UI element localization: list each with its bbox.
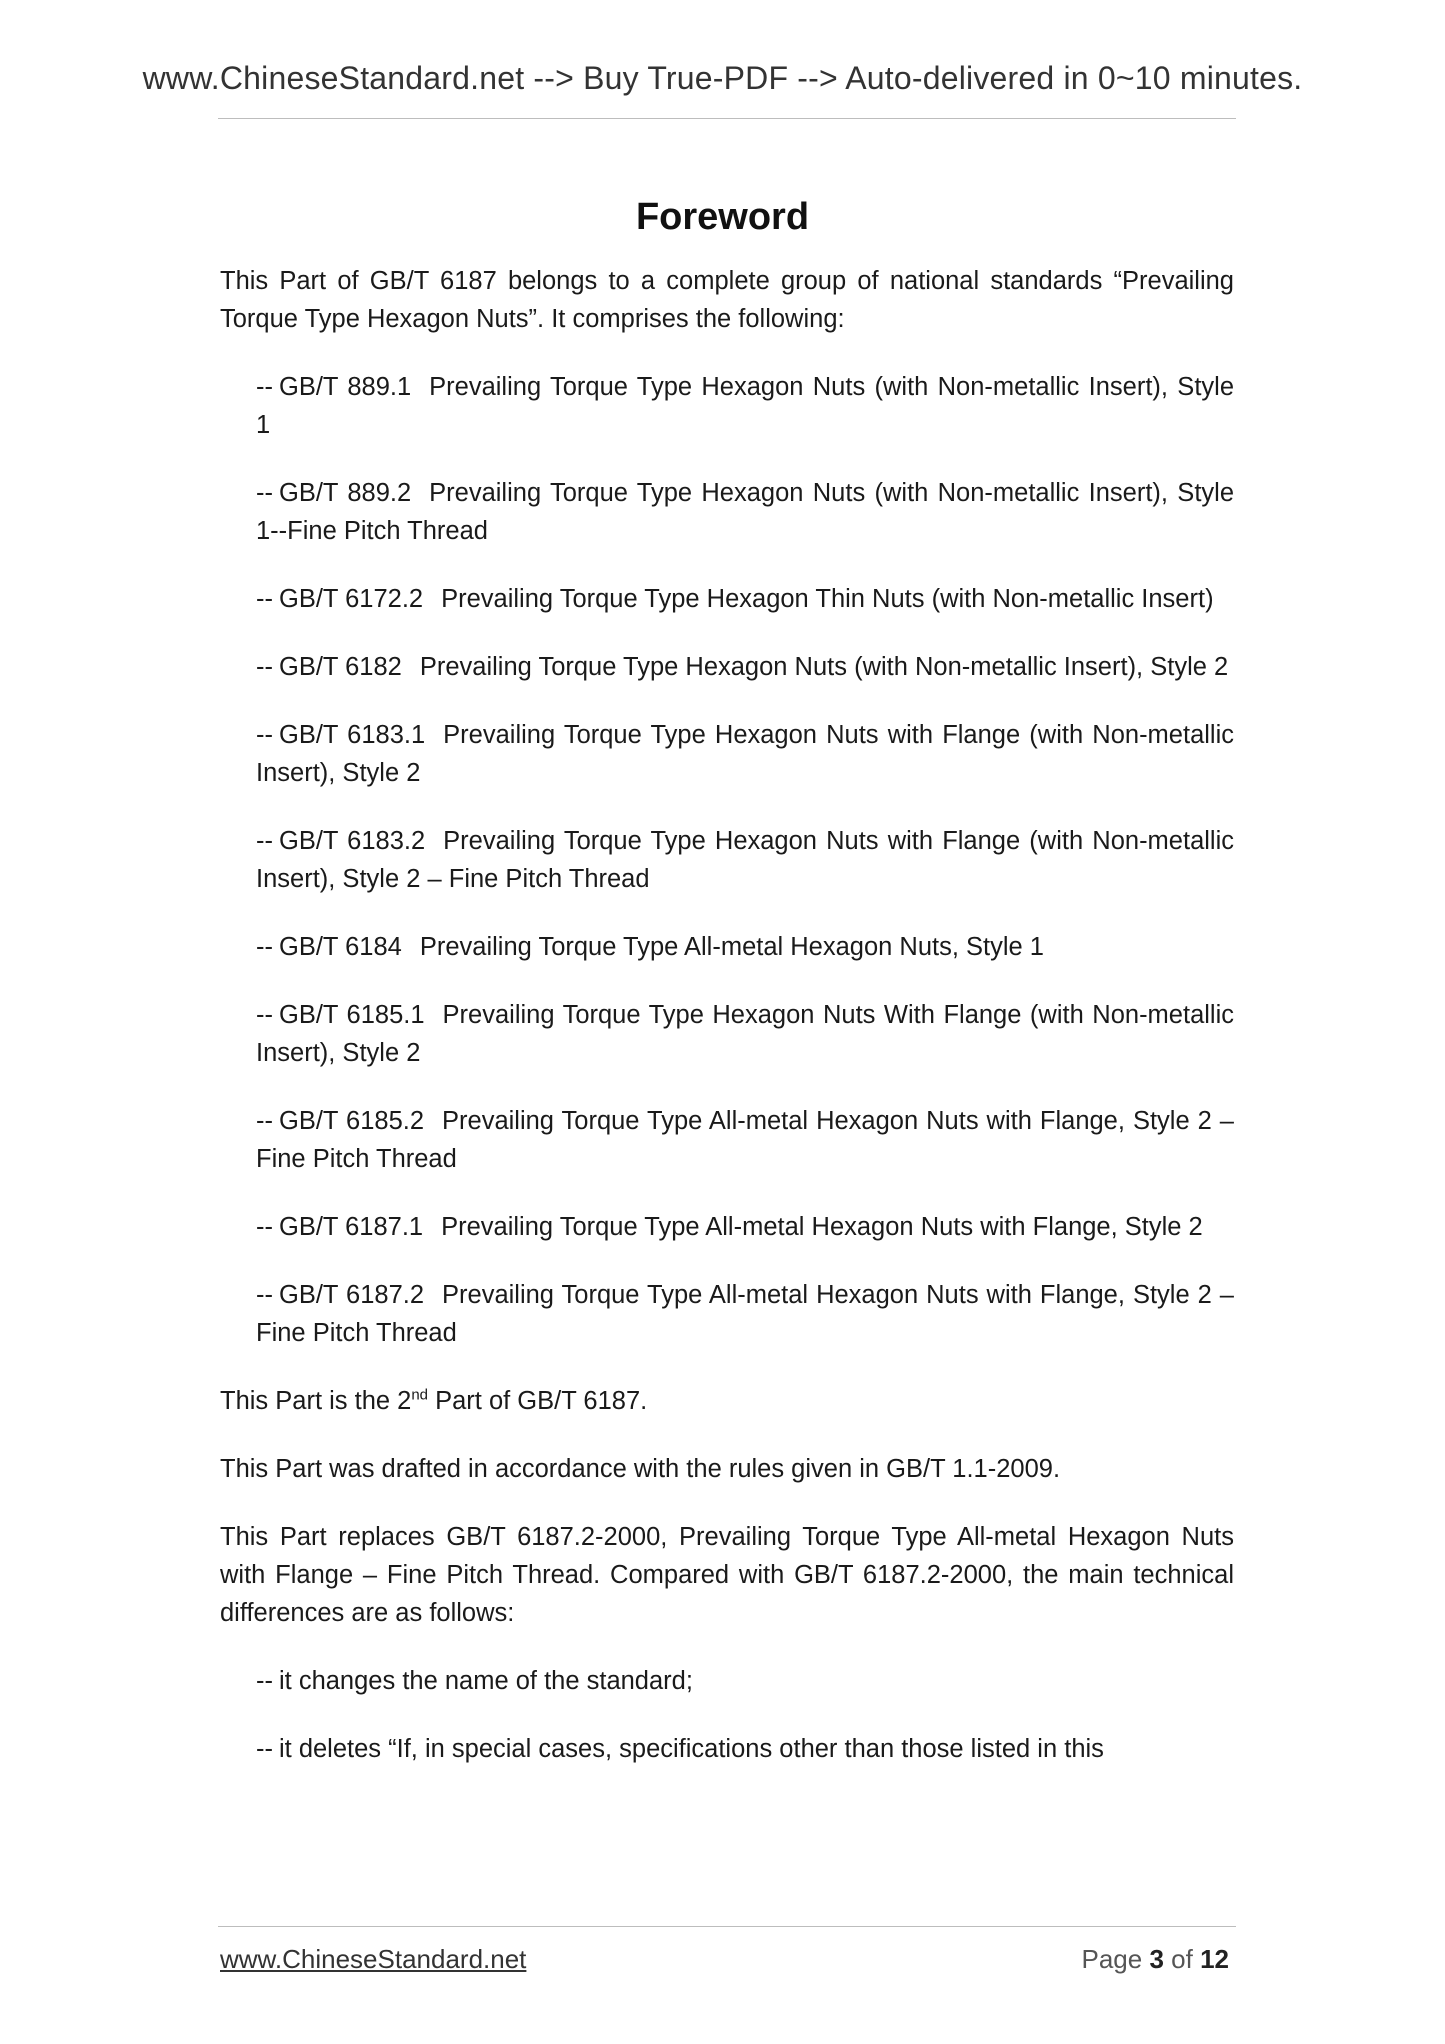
difference-item <box>220 1730 1234 1768</box>
standard-list-item <box>220 580 1234 618</box>
standard-title: Prevailing Torque Type Hexagon Nuts (with Non-metallic Insert), Style 1 <box>256 373 1234 439</box>
list-dash: -- <box>256 827 273 855</box>
difference-item <box>220 1662 1234 1700</box>
page-current: 3 <box>1149 1944 1164 1974</box>
drafted-statement: This Part was drafted in accordance with the rules given in GB/T 1.1-2009. <box>220 1455 1061 1483</box>
standard-list-item <box>220 368 1234 444</box>
footer-site-link[interactable]: www.ChineseStandard.net <box>220 1944 527 1974</box>
difference-text: it deletes “If, in special cases, specifications other than those listed in this <box>278 1735 1104 1763</box>
standard-code: GB/T 6172.2 <box>278 585 424 613</box>
standard-code: GB/T 6182 <box>278 653 402 681</box>
standard-list-item <box>220 648 1234 686</box>
standard-code: GB/T 6185.1 <box>278 1001 425 1029</box>
standard-code: GB/T 6183.2 <box>278 827 426 855</box>
list-dash: -- <box>256 1281 273 1309</box>
standard-title: Prevailing Torque Type Hexagon Nuts (with Non-metallic Insert), Style 2 <box>419 653 1229 681</box>
differences-list <box>220 1662 1234 1768</box>
standard-title: Prevailing Torque Type All-metal Hexagon Nuts with Flange, Style 2 <box>441 1213 1203 1241</box>
list-dash: -- <box>256 1735 273 1763</box>
standard-title: Prevailing Torque Type All-metal Hexagon Nuts, Style 1 <box>419 933 1044 961</box>
part-statement <box>220 1382 1234 1420</box>
replaces-statement: This Part replaces GB/T 6187.2-2000, Prevailing Torque Type All-metal Hexagon Nuts with Flange – Fine Pitch Thread. Compared with GB/T 6187.2-2000, the main technical differences are as follows: <box>220 1523 1234 1627</box>
standard-code: GB/T 6187.1 <box>278 1213 424 1241</box>
standard-code: GB/T 6187.2 <box>278 1281 425 1309</box>
standard-title: Prevailing Torque Type Hexagon Nuts with Flange (with Non-metallic Insert), Style 2 – Fine Pitch Thread <box>256 827 1234 893</box>
standard-list-item <box>220 474 1234 550</box>
standard-code: GB/T 889.1 <box>278 373 412 401</box>
standard-code: GB/T 6185.2 <box>278 1107 425 1135</box>
difference-text: it changes the name of the standard; <box>278 1667 693 1695</box>
standard-title: Prevailing Torque Type Hexagon Nuts (with Non-metallic Insert), Style 1--Fine Pitch Thread <box>256 479 1234 545</box>
part-statement-sup: nd <box>411 1386 429 1404</box>
header-banner[interactable]: www.ChineseStandard.net --> Buy True-PDF --> Auto-delivered in 0~10 minutes. <box>142 60 1303 96</box>
standard-title: Prevailing Torque Type All-metal Hexagon Nuts with Flange, Style 2 – Fine Pitch Thread <box>256 1107 1234 1173</box>
standards-list <box>220 368 1234 1352</box>
list-dash: -- <box>256 1213 273 1241</box>
list-dash: -- <box>256 1001 273 1029</box>
standard-title: Prevailing Torque Type Hexagon Thin Nuts (with Non-metallic Insert) <box>441 585 1214 613</box>
footer-divider <box>218 1926 1236 1927</box>
list-dash: -- <box>256 585 273 613</box>
page-label: Page <box>1081 1944 1143 1974</box>
page-indicator <box>1081 1942 1229 1976</box>
standard-code: GB/T 6183.1 <box>278 721 426 749</box>
foreword-body <box>220 262 1234 1798</box>
list-dash: -- <box>256 653 273 681</box>
standard-list-item <box>220 1208 1234 1246</box>
part-statement-before: This Part is the 2 <box>220 1387 412 1415</box>
intro-paragraph: This Part of GB/T 6187 belongs to a complete group of national standards “Prevailing Torque Type Hexagon Nuts”. It comprises the following: <box>220 267 1234 333</box>
list-dash: -- <box>256 721 273 749</box>
standard-list-item <box>220 928 1234 966</box>
standard-code: GB/T 889.2 <box>278 479 412 507</box>
standard-code: GB/T 6184 <box>278 933 402 961</box>
standard-list-item <box>220 716 1234 792</box>
part-statement-after: Part of GB/T 6187. <box>428 1387 648 1415</box>
list-dash: -- <box>256 373 273 401</box>
standard-list-item <box>220 822 1234 898</box>
standard-list-item <box>220 996 1234 1072</box>
standard-list-item <box>220 1102 1234 1178</box>
list-dash: -- <box>256 933 273 961</box>
standard-title: Prevailing Torque Type All-metal Hexagon Nuts with Flange, Style 2 – Fine Pitch Thread <box>256 1281 1234 1347</box>
list-dash: -- <box>256 1667 273 1695</box>
standard-title: Prevailing Torque Type Hexagon Nuts With Flange (with Non-metallic Insert), Style 2 <box>256 1001 1234 1067</box>
list-dash: -- <box>256 479 273 507</box>
page-total: 12 <box>1200 1944 1229 1974</box>
header-divider <box>218 118 1236 119</box>
standard-list-item <box>220 1276 1234 1352</box>
page-title: Foreword <box>635 196 810 239</box>
page-of: of <box>1171 1944 1193 1974</box>
list-dash: -- <box>256 1107 273 1135</box>
standard-title: Prevailing Torque Type Hexagon Nuts with Flange (with Non-metallic Insert), Style 2 <box>256 721 1234 787</box>
